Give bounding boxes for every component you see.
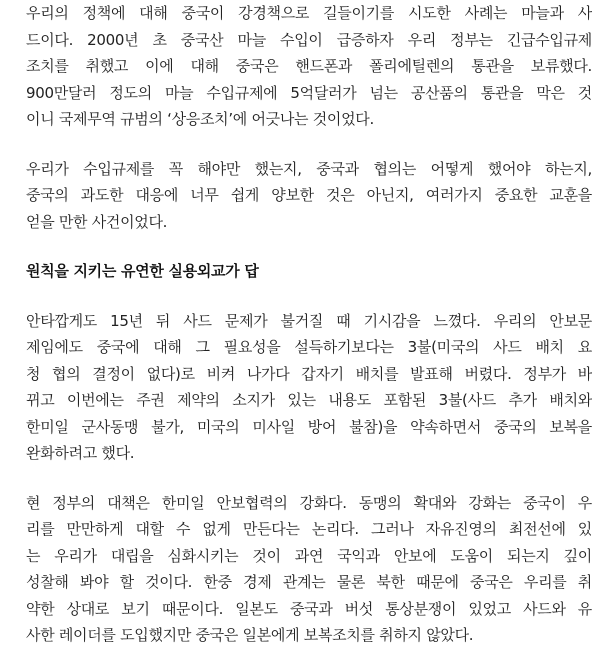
paragraph-line: 청 협의 결정이 없다)로 비켜 나가다 갑자기 배치를 발표해 버렸다. 정부가 바 xyxy=(26,364,592,383)
paragraph-line: 안타깝게도 15년 뒤 사드 문제가 불거질 때 기시감을 느꼈다. 우리의 안보문 xyxy=(26,311,592,330)
section-heading: 원칙을 지키는 유연한 실용외교가 답 xyxy=(26,262,259,280)
paragraph-spacer xyxy=(26,467,592,490)
paragraph-line: 한미일 군사동맹 불가, 미국의 미사일 방어 불참)을 약속하면서 중국의 보복을 xyxy=(26,417,592,436)
paragraph-line: 조치를 취했고 이에 대해 중국은 핸드폰과 폴리에틸렌의 통관을 보류했다. xyxy=(26,57,592,75)
paragraph-line: 사한 레이더를 도입했지만 중국은 일본에게 보복조치를 취하지 않았다. xyxy=(26,626,474,644)
paragraph-line: 성찰해 봐야 할 것이다. 한중 경제 관계는 물론 북한 때문에 중국은 우리를 취 xyxy=(26,573,592,591)
paragraph-line: 900만달러 정도의 마늘 수입규제에 5억달러가 넘는 공산품의 통관을 막은 것 xyxy=(26,83,592,102)
paragraph-line: 우리의 정책에 대해 중국이 강경책으로 길들이기를 시도한 사례는 마늘과 사 xyxy=(26,4,592,22)
paragraph-line: 완화하려고 했다. xyxy=(26,444,135,462)
paragraph-garlic-dispute xyxy=(26,0,592,133)
paragraph-line: 는 우리가 대립을 심화시키는 것이 과연 국익과 안보에 도움이 되는지 깊이 xyxy=(26,546,592,565)
paragraph-line: 이니 국제무역 규범의 ‘상응조치’에 어긋나는 것이었다. xyxy=(26,110,374,128)
paragraph-line: 얻을 만한 사건이었다. xyxy=(26,212,168,231)
paragraph-line: 제임에도 중국에 대해 그 필요성을 설득하기보다는 3불(미국의 사드 배치 요 xyxy=(26,338,592,356)
paragraph-line: 현 정부의 대책은 한미일 안보협력의 강화다. 동맹의 확대와 강화는 중국이 우 xyxy=(26,493,592,512)
paragraph-spacer xyxy=(26,133,592,156)
article-body xyxy=(26,0,592,649)
paragraph-line: 드이다. 2000년 초 중국산 마늘 수입이 급증하자 우리 정부는 긴급수입규제 xyxy=(26,30,592,49)
paragraph-thaad-dispute xyxy=(26,308,592,467)
paragraph-line: 뀌고 이번에는 주권 제약의 소지가 있는 내용도 포함된 3불(사드 추가 배치와 xyxy=(26,391,592,409)
paragraph-current-policy xyxy=(26,490,592,649)
paragraph-line: 약한 상대로 보기 때문이다. 일본도 중국과 버섯 통상분쟁이 있었고 사드와 유 xyxy=(26,599,592,618)
paragraph-line: 리를 만만하게 대할 수 없게 만든다는 논리다. 그러나 자유진영의 최전선에 있 xyxy=(26,520,592,538)
paragraph-line: 우리가 수입규제를 꼭 해야만 했는지, 중국과 협의는 어떻게 했어야 하는지, xyxy=(26,159,592,178)
paragraph-line: 중국의 과도한 대응에 너무 쉽게 양보한 것은 아닌지, 여러가지 중요한 교훈을 xyxy=(26,186,592,204)
paragraph-spacer xyxy=(26,235,592,258)
paragraph-spacer xyxy=(26,285,592,308)
paragraph-lessons xyxy=(26,156,592,236)
